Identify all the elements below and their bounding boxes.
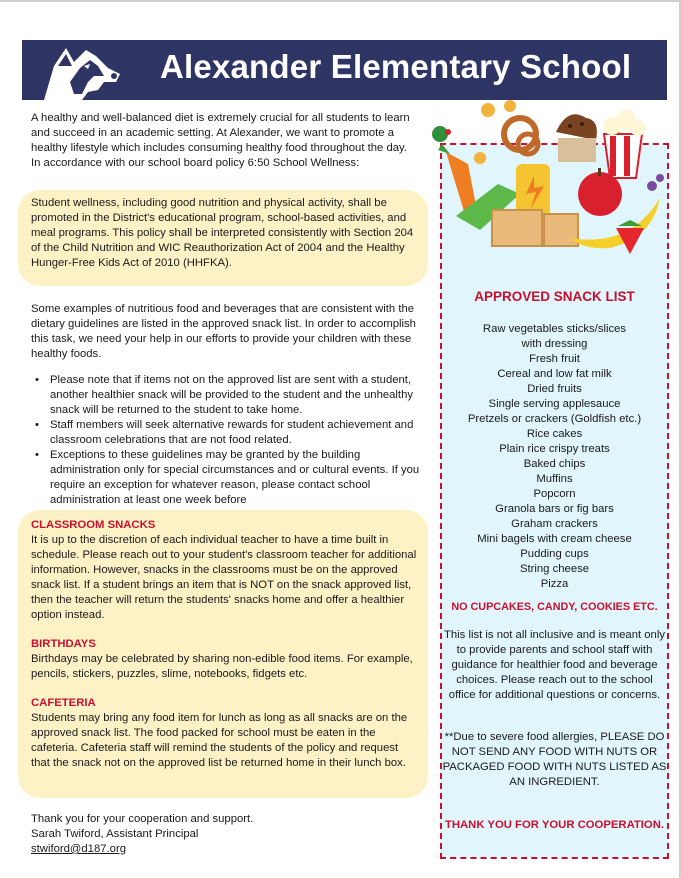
list-item: Graham crackers <box>511 518 598 530</box>
list-item: Raw vegetables sticks/slices <box>482 323 627 335</box>
allergy-notice: **Due to severe food allergies, PLEASE DO NOT SEND ANY FOOD WITH NUTS OR PACKAGED FOOD WITH NUTS LISTED AS AN INGREDIENT. <box>442 731 667 788</box>
husky-logo-icon <box>44 42 120 100</box>
list-item: • Exceptions to these guidelines may be granted by the building administration only for special circumstances and or cultural events. If you require an exception for whatever reason, please contact school administration at least one week before <box>31 448 421 508</box>
classroom-heading: CLASSROOM SNACKS <box>31 519 156 531</box>
not-allowed-notice: NO CUPCAKES, CANDY, COOKIES ETC. <box>451 601 658 613</box>
snack-list <box>442 322 667 592</box>
list-item: Mini bagels with cream cheese <box>477 533 632 545</box>
signature-name: Sarah Twiford, Assistant Principal <box>31 828 199 840</box>
list-item: Plain rice crispy treats <box>499 443 610 455</box>
list-item: Muffins <box>536 473 573 485</box>
closing-signature <box>31 812 417 857</box>
list-item: Pudding cups <box>520 548 589 560</box>
classroom-body: It is up to the discretion of each individual teacher to have a time built in schedule. Please reach out to your student's classroom teacher for additional information. However, snacks in the classrooms must be on the approved snack list. If a student brings an item that is NOT on the snack approved list, then the teacher will return the students' snacks home and offer a healthier option instead. <box>31 534 417 621</box>
examples-paragraph: Some examples of nutritious food and beverages that are consistent with the dietary guidelines are listed in the approved snack list. In order to accomplish this task, we need your help in our efforts to provide your children with these healthy foods. <box>31 303 416 360</box>
cafeteria-body: Students may bring any food item for lunch as long as all snacks are on the approved snack list. The food packed for school must be eaten in the cafeteria. Cafeteria staff will remind the students of the policy and request that the snack not on the approved list be returned home in their lunch box. <box>31 712 408 769</box>
birthdays-heading: BIRTHDAYS <box>31 638 96 650</box>
list-item: Pretzels or crackers (Goldfish etc.) <box>467 413 642 425</box>
list-item: with dressing <box>521 338 588 350</box>
list-item: Dried fruits <box>527 383 582 395</box>
list-item: Cereal and low fat milk <box>497 368 612 380</box>
list-item: Single serving applesauce <box>488 398 621 410</box>
intro-paragraph: A healthy and well-balanced diet is extremely crucial for all students to learn and succeed in an academic setting. At Alexander, we want to promote a healthy lifestyle which includes consuming healthy food throughout the day. In accordance with our school board policy 6:50 School Wellness: <box>31 112 410 169</box>
list-item: Fresh fruit <box>529 353 580 365</box>
school-title: Alexander Elementary School <box>160 48 632 85</box>
list-item: Granola bars or fig bars <box>495 503 614 515</box>
guidelines-list <box>31 373 421 508</box>
birthdays-section <box>31 637 417 682</box>
list-item: String cheese <box>519 563 590 575</box>
cafeteria-section <box>31 696 417 771</box>
classroom-section <box>31 518 417 623</box>
header-banner <box>22 40 667 100</box>
list-item: • Staff members will seek alternative rewards for student achievement and classroom celebrations that are not food related. <box>31 418 421 448</box>
policy-paragraph: Student wellness, including good nutrition and physical activity, shall be promoted in the District's educational program, school-based activities, and meal programs. This policy shall be interpreted consistently with Section 204 of the Child Nutrition and WIC Reauthorization Act of 2004 and the Healthy Hunger-Free Kids Act of 2010 (HHFKA). <box>31 197 414 269</box>
list-item: Rice cakes <box>526 428 583 440</box>
list-item: Pizza <box>540 578 569 590</box>
snack-illustration-icon <box>420 98 670 260</box>
cafeteria-heading: CAFETERIA <box>31 697 96 709</box>
page-top-border <box>0 0 681 2</box>
list-disclaimer: This list is not all inclusive and is meant only to provide parents and school staff with guidance for healthier food and beverage choices. Please reach out to the school office for additional questions or concerns. <box>443 629 665 701</box>
panel-thanks: THANK YOU FOR YOUR COOPERATION. <box>444 819 665 831</box>
snack-list-title: APPROVED SNACK LIST <box>474 289 635 304</box>
list-item: Popcorn <box>533 488 576 500</box>
email-link[interactable]: stwiford@d187.org <box>31 843 126 855</box>
list-item: Baked chips <box>523 458 586 470</box>
list-item: • Please note that if items not on the approved list are sent with a student, another healthier snack will be provided to the student and the unhealthy snack will be returned to the student to take home. <box>31 373 421 418</box>
closing-thanks: Thank you for your cooperation and support. <box>31 813 254 825</box>
birthdays-body: Birthdays may be celebrated by sharing non-edible food items. For example, pencils, stickers, puzzles, slime, notebooks, fidgets etc. <box>31 653 413 680</box>
